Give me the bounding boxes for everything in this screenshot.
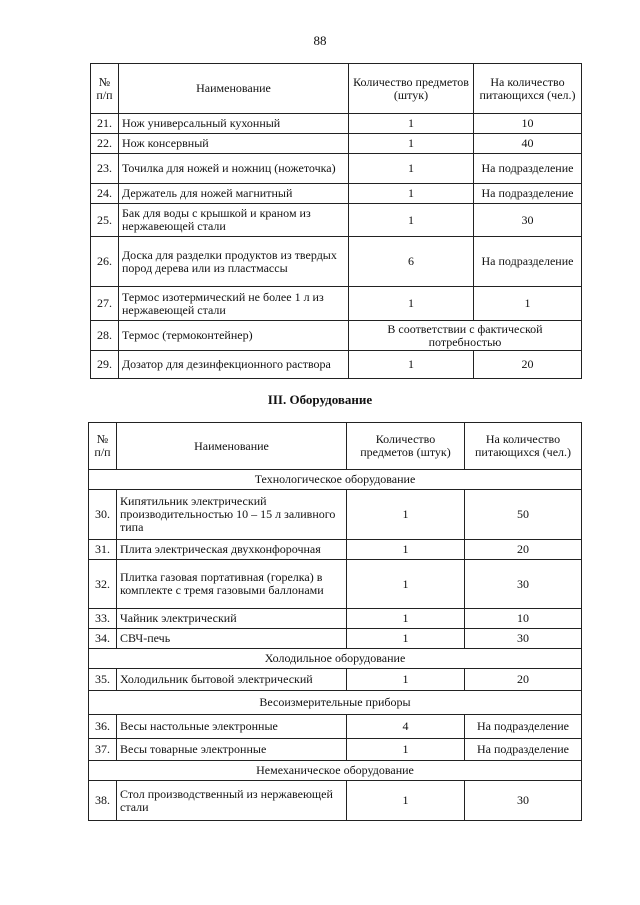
row-qty: 1: [347, 540, 465, 560]
row-name: Чайник электрический: [117, 609, 347, 629]
group-header-row: [89, 691, 582, 715]
row-num: 25.: [91, 204, 119, 237]
row-num: 37.: [89, 739, 117, 761]
row-num: 24.: [91, 184, 119, 204]
row-per: 20: [465, 540, 582, 560]
table-row: [89, 560, 582, 609]
row-per: 40: [474, 134, 582, 154]
table-row: [89, 490, 582, 540]
row-qty: 1: [347, 560, 465, 609]
row-per: 30: [465, 629, 582, 649]
col-header-qty: Количество предметов (штук): [349, 64, 474, 114]
row-num: 32.: [89, 560, 117, 609]
row-num: 29.: [91, 351, 119, 379]
page-number: 88: [313, 33, 327, 48]
row-name: Весы товарные электронные: [117, 739, 347, 761]
col-header-name: Наименование: [119, 64, 349, 114]
row-qty: 1: [349, 351, 474, 379]
group-title: Весоизмерительные приборы: [89, 691, 582, 715]
row-num: 27.: [91, 287, 119, 321]
group-header-row: [89, 649, 582, 669]
table-row: [89, 540, 582, 560]
row-num: 34.: [89, 629, 117, 649]
group-header-row: [89, 470, 582, 490]
row-name: Точилка для ножей и ножниц (ножеточка): [119, 154, 349, 184]
row-per: 30: [465, 781, 582, 821]
group-title: Технологическое оборудование: [89, 470, 582, 490]
row-per: На подразделение: [474, 184, 582, 204]
col-header-name: Наименование: [117, 423, 347, 470]
utensils-table: [90, 63, 582, 379]
col-header-num: № п/п: [91, 64, 119, 114]
row-per: 30: [465, 560, 582, 609]
col-header-qty: Количество предметов (штук): [347, 423, 465, 470]
row-per: 1: [474, 287, 582, 321]
row-qty: 1: [349, 134, 474, 154]
row-qty: 1: [347, 669, 465, 691]
equipment-table: [88, 422, 582, 821]
row-qty: 1: [349, 184, 474, 204]
table-row: [91, 351, 582, 379]
table-header-row: [91, 64, 582, 114]
row-num: 30.: [89, 490, 117, 540]
row-per: 10: [474, 114, 582, 134]
table-row: [89, 739, 582, 761]
table-row: [91, 237, 582, 287]
row-num: 35.: [89, 669, 117, 691]
row-name: Весы настольные электронные: [117, 715, 347, 739]
row-name: Доска для разделки продуктов из твердых пород дерева или из пластмассы: [119, 237, 349, 287]
row-per: На подразделение: [465, 739, 582, 761]
row-per: 20: [474, 351, 582, 379]
row-name: Холодильник бытовой электрический: [117, 669, 347, 691]
row-qty: 6: [349, 237, 474, 287]
table-row: [89, 609, 582, 629]
row-qty: 1: [349, 154, 474, 184]
row-per: 10: [465, 609, 582, 629]
row-name: Термос изотермический не более 1 л из нержавеющей стали: [119, 287, 349, 321]
group-header-row: [89, 761, 582, 781]
row-name: Дозатор для дезинфекционного раствора: [119, 351, 349, 379]
col-header-per: На количество питающихся (чел.): [474, 64, 582, 114]
table-row: [91, 184, 582, 204]
row-per: На подразделение: [474, 154, 582, 184]
row-num: 22.: [91, 134, 119, 154]
table-row: [89, 715, 582, 739]
row-num: 31.: [89, 540, 117, 560]
row-per: На подразделение: [474, 237, 582, 287]
table-row: [89, 669, 582, 691]
table-row: [91, 154, 582, 184]
row-per: 30: [474, 204, 582, 237]
table-row: [91, 114, 582, 134]
row-name: Бак для воды с крышкой и краном из нержавеющей стали: [119, 204, 349, 237]
row-qty: 1: [347, 781, 465, 821]
row-name: Нож универсальный кухонный: [119, 114, 349, 134]
row-num: 26.: [91, 237, 119, 287]
row-num: 38.: [89, 781, 117, 821]
table-row: [91, 321, 582, 351]
group-title: Холодильное оборудование: [89, 649, 582, 669]
section-title: III. Оборудование: [267, 392, 373, 407]
table-row: [89, 629, 582, 649]
row-num: 33.: [89, 609, 117, 629]
row-per: На подразделение: [465, 715, 582, 739]
row-name: Держатель для ножей магнитный: [119, 184, 349, 204]
table-row: [91, 204, 582, 237]
table-row: [91, 287, 582, 321]
row-qty: 4: [347, 715, 465, 739]
row-qty: 1: [347, 490, 465, 540]
row-num: 28.: [91, 321, 119, 351]
table-header-row: [89, 423, 582, 470]
row-name: Термос (термоконтейнер): [119, 321, 349, 351]
row-qty: 1: [347, 629, 465, 649]
table-row: [89, 781, 582, 821]
row-num: 23.: [91, 154, 119, 184]
row-name: Кипятильник электрический производительностью 10 – 15 л заливного типа: [117, 490, 347, 540]
row-name: Плитка газовая портативная (горелка) в комплекте с тремя газовыми баллонами: [117, 560, 347, 609]
col-header-per: На количество питающихся (чел.): [465, 423, 582, 470]
row-qty: 1: [347, 739, 465, 761]
row-qty: 1: [349, 287, 474, 321]
row-name: Плита электрическая двухконфорочная: [117, 540, 347, 560]
row-merged-note: В соответствии с фактической потребностью: [349, 321, 582, 351]
table-row: [91, 134, 582, 154]
row-name: Нож консервный: [119, 134, 349, 154]
row-name: Стол производственный из нержавеющей стали: [117, 781, 347, 821]
row-qty: 1: [349, 204, 474, 237]
row-name: СВЧ-печь: [117, 629, 347, 649]
col-header-num: № п/п: [89, 423, 117, 470]
row-per: 20: [465, 669, 582, 691]
group-title: Немеханическое оборудование: [89, 761, 582, 781]
row-num: 36.: [89, 715, 117, 739]
row-per: 50: [465, 490, 582, 540]
row-qty: 1: [349, 114, 474, 134]
row-qty: 1: [347, 609, 465, 629]
row-num: 21.: [91, 114, 119, 134]
